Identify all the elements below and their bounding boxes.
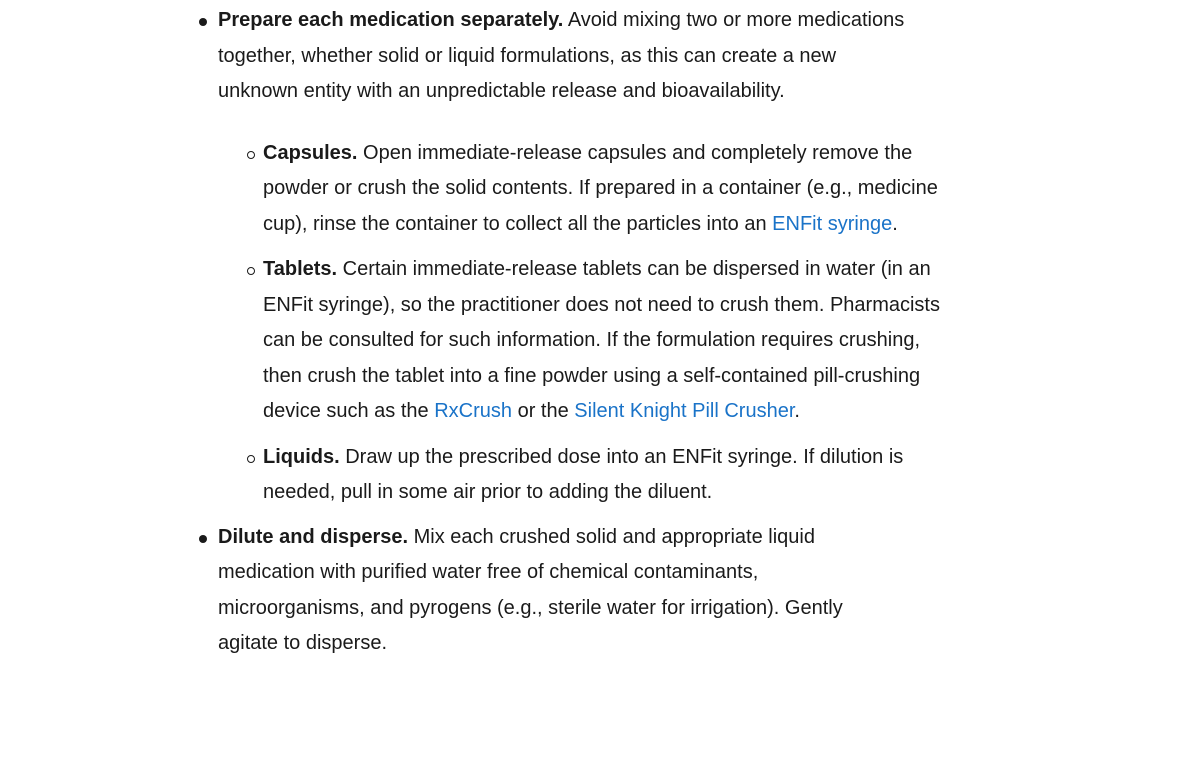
bullet-disc-icon (199, 18, 207, 26)
sub-item-capsules (218, 136, 943, 243)
bullet-circle-icon (247, 267, 255, 275)
sub-item-tablets (218, 252, 943, 430)
sub-item-text-end: . (892, 212, 898, 235)
sub-list (218, 136, 940, 511)
sub-item-text-middle: or the (512, 400, 575, 422)
bullet-circle-icon (247, 151, 255, 159)
list-item-prepare (0, 3, 940, 511)
sub-item-lead: Tablets. (263, 258, 338, 280)
sub-item-lead: Liquids. (263, 445, 340, 468)
bullet-circle-icon (247, 455, 255, 463)
sub-item-liquids (218, 440, 943, 511)
sub-item-text: Draw up the prescribed dose into an ENFit syringe. If dilution is needed, pull in some air prior to adding the diluent. (263, 445, 904, 503)
item-lead: Dilute and disperse. (218, 525, 409, 548)
bullet-disc-icon (199, 535, 207, 543)
item-text: Avoid mixing two or more medications together, whether solid or liquid formulations, as this can create a new unknown entity with an unpredictable release and bioavailability. (218, 9, 905, 102)
sub-item-lead: Capsules. (263, 141, 358, 164)
item-text: Mix each crushed solid and appropriate liquid medication with purified water free of chemical contaminants, microorganisms, and pyrogens (e.g., sterile water for irrigation). Gently agitate to disperse. (218, 525, 843, 654)
enfit-syringe-link[interactable]: ENFit syringe (772, 212, 893, 235)
rxcrush-link[interactable]: RxCrush (434, 400, 513, 422)
sub-item-text: Open immediate-release capsules and completely remove the powder or crush the solid contents. If prepared in a container (e.g., medicine cup), rinse the container to collect all the particles into an (263, 141, 938, 235)
sub-item-text: Certain immediate-release tablets can be dispersed in water (in an ENFit syringe), so the practitioner does not need to crush them. Pharmacists can be consulted for such information. If the formulation requires crushing, then crush the tablet into a fine powder using a self-contained pill-crushing device such as the (263, 258, 940, 422)
silent-knight-link[interactable]: Silent Knight Pill Crusher (574, 400, 795, 422)
item-lead: Prepare each medication separately. (218, 9, 564, 31)
instruction-list (0, 3, 1200, 662)
list-item-dilute (0, 520, 908, 662)
sub-item-text-end: . (794, 400, 800, 422)
